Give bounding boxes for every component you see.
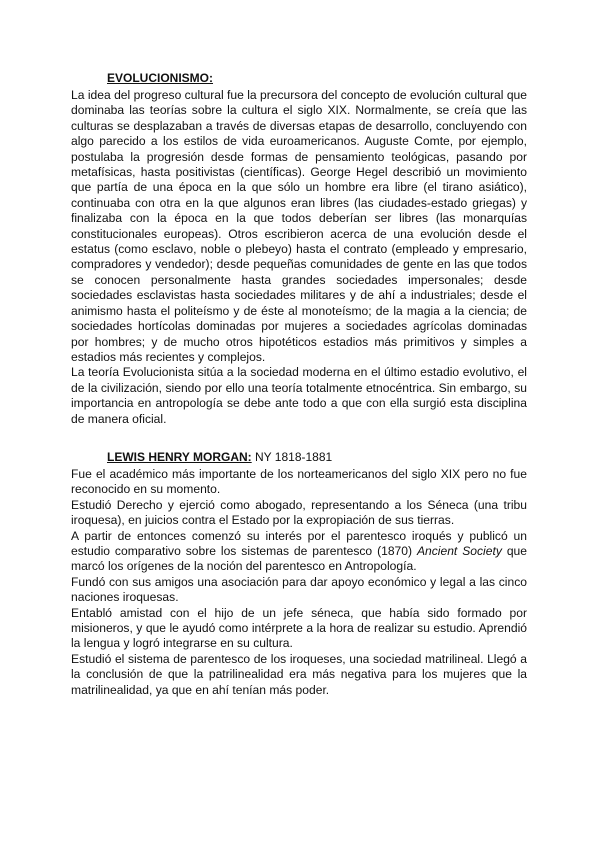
heading-text: LEWIS HENRY MORGAN: <box>107 449 252 464</box>
heading-text: EVOLUCIONISMO: <box>107 71 214 85</box>
paragraph <box>71 529 527 575</box>
paragraph: Fundó con sus amigos una asociación para dar apoyo económico y legal a las cinco naciones iroquesas. <box>71 574 527 605</box>
paragraph: La teoría Evolucionista sitúa a la sociedad moderna en el último estadio evolutivo, el de la civilización, siendo por ello una teoría totalmente etnocéntrica. Sin embargo, su importancia en antropología se debe ante todo a que con ella surgió esta disciplina de manera oficial. <box>71 365 527 426</box>
paragraph-text: que marcó los orígenes de la noción del parentesco en Antropología. <box>71 543 527 574</box>
section-heading-evolucionismo <box>107 70 527 87</box>
paragraph: Entabló amistad con el hijo de un jefe séneca, que había sido formado por misioneros, y que le ayudó como intérprete a la hora de realizar su estudio. Aprendió la lengua y logró integrarse en su cultura. <box>71 605 527 651</box>
paragraph: Fue el académico más importante de los norteamericanos del siglo XIX pero no fue reconocido en su momento. <box>71 466 527 497</box>
section-spacer <box>71 427 527 449</box>
paragraph-text: A partir de entonces comenzó su interés por el parentesco iroqués y publicó un estudio comparativo sobre los sistemas de parentesco (1870) <box>71 528 527 558</box>
paragraph: Estudió el sistema de parentesco de los iroqueses, una sociedad matrilineal. Llegó a la conclusión de que la patrilinealidad era más negativa para los mujeres que la matrilinealidad, ya que en ahí tenían más poder. <box>71 651 527 697</box>
paragraph: Estudió Derecho y ejerció como abogado, representando a los Séneca (una tribu iroquesa), en juicios contra el Estado por la expropiación de sus tierras. <box>71 497 527 528</box>
book-title: Ancient Society <box>416 543 502 558</box>
section-heading-morgan <box>107 449 527 466</box>
paragraph: La idea del progreso cultural fue la precursora del concepto de evolución cultural que dominaba las teorías sobre la cultura el siglo XIX. Normalmente, se creía que las culturas se desplazaban a través de diversas etapas de desarrollo, concluyendo con algo parecido a los estilos de vida euroamericanos. Auguste Comte, por ejemplo, postulaba la progresión desde formas de pensamiento teológicas, pasando por metafísicas, hasta positivistas (científicas). George Hegel describió un movimiento que partía de una época en la que sólo un hombre era libre (el tirano asiático), continuaba con otra en la que algunos eran libres (las ciudades-estado griegas) y finalizaba con la época en la que todos deberían ser libres (las monarquías constitucionales europeas). Otros escribieron acerca de una evolución desde el estatus (como esclavo, noble o plebeyo) hasta el contrato (empleado y empresario, compradores y vendedor); desde pequeñas comunidades de gente en las que todos se conocen personalmente hasta grandes sociedades impersonales; desde sociedades esclavistas hasta sociedades militares y de ahí a industriales; desde el animismo hasta el politeísmo y de éste al monoteísmo; de la magia a la ciencia; de sociedades hortícolas dominadas por mujeres a sociedades agrícolas dominadas por hombres; y de mucho otros hipotéticos estadios más primitivos y simples a estadios más recientes y complejos. <box>71 88 527 364</box>
heading-dates: NY 1818-1881 <box>251 449 333 464</box>
document-body <box>71 70 527 698</box>
